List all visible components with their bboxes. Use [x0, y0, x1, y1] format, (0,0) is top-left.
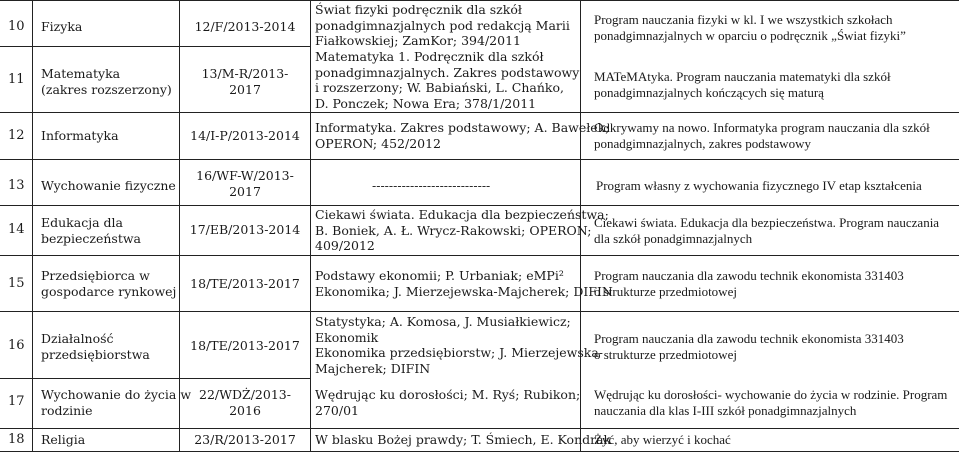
curriculum-cell: Ciekawi świata. Edukacja dla bezpieczeństwa. Program nauczania dla szkół ponadgimnazjalnych — [594, 215, 940, 246]
program-code-cell: 14/I-P/2013-2014 — [190, 128, 300, 143]
row-divider — [0, 311, 959, 312]
textbook-cell: Świat fizyki podręcznik dla szkół ponadgimnazjalnych pod redakcją Marii Fiałkowskiej; ZamKor; 394/2011 — [315, 2, 570, 48]
row-divider — [0, 112, 959, 113]
row-number: 14 — [8, 222, 25, 237]
row-divider — [0, 205, 959, 206]
subject-cell: Działalność przedsiębiorstwa — [41, 331, 150, 362]
row-divider — [0, 428, 959, 429]
curriculum-cell: Żyć, aby wierzyć i kochać — [594, 432, 731, 447]
textbook-cell: Podstawy ekonomii; P. Urbaniak; eMPi² Ekonomika; J. Mierzejewska-Majcherek; DIFIN — [315, 268, 613, 299]
subject-cell: Matematyka (zakres rozszerzony) — [41, 66, 172, 97]
textbook-cell: Statystyka; A. Komosa, J. Musiałkiewicz; Ekonomik Ekonomika przedsiębiorstw; J. Mierzejewska- Majcherek; DIFIN — [315, 314, 604, 376]
curriculum-cell: Program własny z wychowania fizycznego IV etap kształcenia — [596, 178, 922, 193]
subject-cell: Przedsiębiorca w gospodarce rynkowej — [41, 268, 177, 299]
row-number: 18 — [8, 432, 25, 447]
row-divider — [0, 451, 959, 452]
program-code-cell: 17/EB/2013-2014 — [189, 222, 301, 237]
program-code-cell: 16/WF-W/2013- 2017 — [196, 168, 294, 199]
row-divider — [0, 0, 959, 1]
subject-cell: Wychowanie fizyczne — [41, 178, 176, 193]
curriculum-cell: Program nauczania dla zawodu technik ekonomista 331403 o strukturze przedmiotowej — [594, 268, 904, 299]
textbook-cell: Wędrując ku dorosłości; M. Ryś; Rubikon; 270/01 — [315, 387, 581, 418]
curriculum-cell: MATeMAtyka. Program nauczania matematyki dla szkół ponadgimnazjalnych kończących się maturą — [594, 69, 891, 100]
textbook-cell: Matematyka 1. Podręcznik dla szkół ponadgimnazjalnych. Zakres podstawowy i rozszerzony; W. Babiański, L. Chańko, D. Ponczek; Nowa Era; 378/1/2011 — [315, 49, 580, 111]
program-code-cell: 12/F/2013-2014 — [194, 19, 296, 34]
curriculum-cell: Program nauczania fizyki w kl. I we wszystkich szkołach ponadgimnazjalnych w oparciu o podręcznik „Świat fizyki” — [594, 12, 906, 43]
textbook-cell: ---------------------------- — [372, 178, 491, 193]
program-code-cell: 13/M-R/2013- 2017 — [201, 66, 289, 97]
row-number: 12 — [8, 128, 25, 143]
row-number: 13 — [8, 178, 25, 193]
textbook-cell: Informatyka. Zakres podstawowy; A. Bawełek; OPERON; 452/2012 — [315, 120, 610, 151]
row-number: 15 — [8, 276, 25, 291]
textbook-cell: Ciekawi świata. Edukacja dla bezpieczeństwa; B. Boniek, A. Ł. Wrycz-Rakowski; OPERON; 409/2012 — [315, 207, 609, 253]
subject-cell: Religia — [41, 432, 86, 447]
column-divider — [32, 0, 33, 452]
curriculum-cell: Odkrywamy na nowo. Informatyka program nauczania dla szkół ponadgimnazjalnych, zakres podstawowy — [594, 120, 930, 151]
row-number: 10 — [8, 19, 25, 34]
row-number: 11 — [8, 72, 25, 87]
textbook-cell: W blasku Bożej prawdy; T. Śmiech, E. Kondrak — [315, 432, 612, 447]
program-code-cell: 18/TE/2013-2017 — [190, 338, 300, 353]
subject-cell: Informatyka — [41, 128, 119, 143]
program-code-cell: 22/WDŻ/2013- 2016 — [199, 387, 291, 418]
curriculum-cell: Wędrując ku dorosłości- wychowanie do życia w rodzinie. Program nauczania dla klas I-III szkół ponadgimnazjalnych — [594, 387, 948, 418]
row-divider — [0, 255, 959, 256]
column-divider — [310, 0, 311, 452]
program-code-cell: 23/R/2013-2017 — [194, 432, 296, 447]
row-number: 17 — [8, 394, 25, 409]
subject-cell: Fizyka — [41, 19, 83, 34]
curriculum-cell: Program nauczania dla zawodu technik ekonomista 331403 o strukturze przedmiotowej — [594, 331, 904, 362]
subject-cell: Edukacja dla bezpieczeństwa — [41, 215, 142, 246]
row-divider — [0, 378, 310, 379]
row-number: 16 — [8, 338, 25, 353]
program-code-cell: 18/TE/2013-2017 — [190, 276, 300, 291]
row-divider — [0, 159, 959, 160]
subject-cell: Wychowanie do życia w rodzinie — [41, 387, 192, 418]
row-divider — [0, 46, 310, 47]
